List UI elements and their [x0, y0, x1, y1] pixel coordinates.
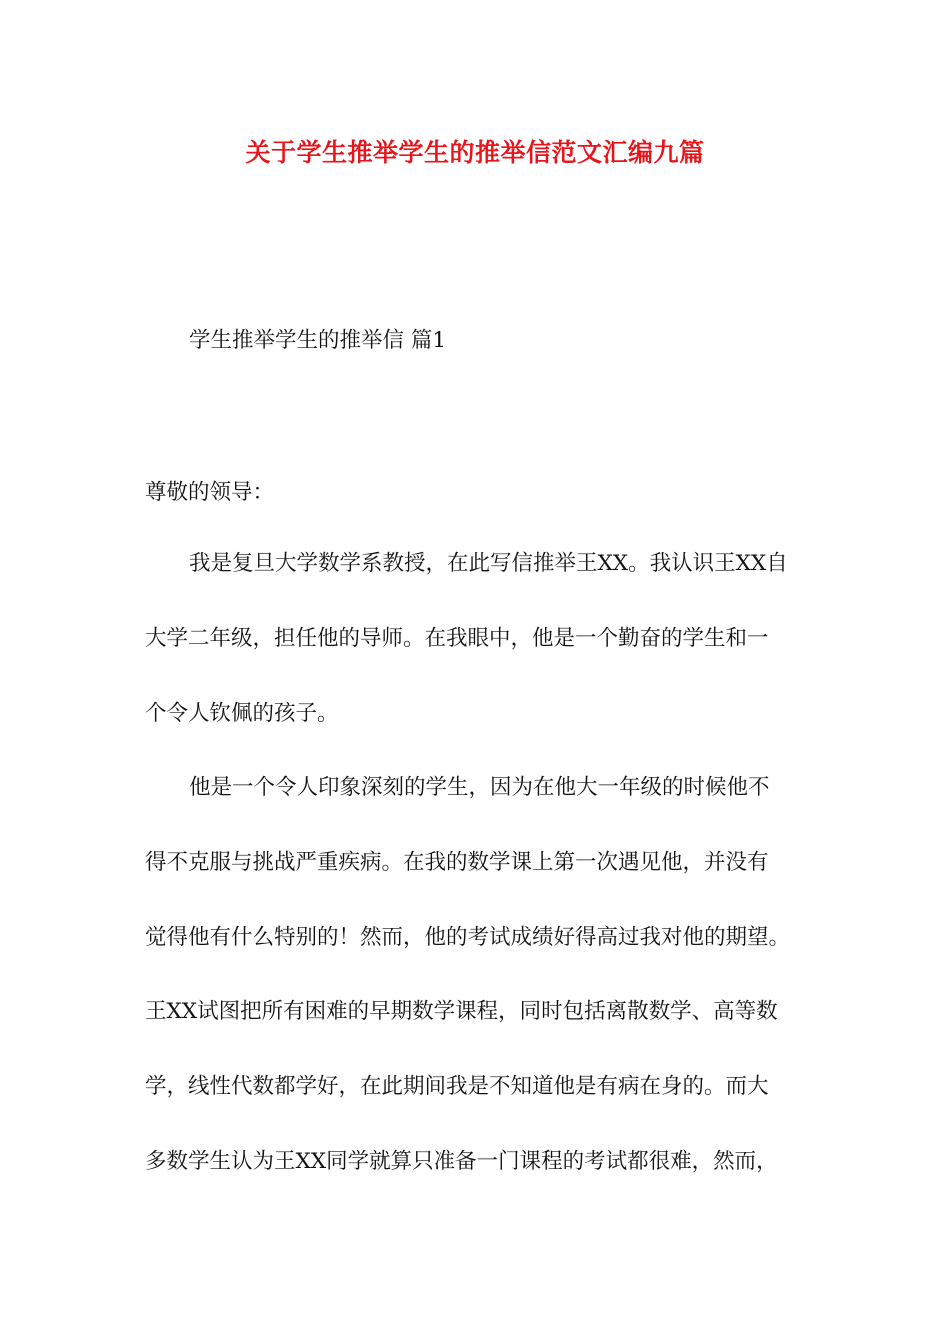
paragraph-1-line-3: 个令人钦佩的孩子。: [145, 701, 339, 726]
document-title: 关于学生推举学生的推举信范文汇编九篇: [245, 138, 705, 167]
paragraph-2-line-6: 多数学生认为王XX同学就算只准备一门课程的考试都很难，然而，: [145, 1149, 778, 1174]
paragraph-2-line-1: 他是一个令人印象深刻的学生，因为在他大一年级的时候他不: [189, 775, 770, 800]
salutation: 尊敬的领导：: [145, 480, 275, 505]
paragraph-1-line-2: 大学二年级，担任他的导师。在我眼中，他是一个勤奋的学生和一: [145, 626, 769, 651]
paragraph-1-line-1: 我是复旦大学数学系教授，在此写信推举王XX。我认识王XX自: [189, 551, 788, 576]
paragraph-2-line-2: 得不克服与挑战严重疾病。在我的数学课上第一次遇见他，并没有: [145, 850, 769, 875]
section-heading: 学生推举学生的推举信 篇1: [189, 328, 447, 353]
paragraph-2-line-4: 王XX试图把所有困难的早期数学课程，同时包括离散数学、高等数: [145, 999, 778, 1024]
paragraph-2-line-3: 觉得他有什么特别的！然而，他的考试成绩好得高过我对他的期望。: [145, 925, 791, 950]
paragraph-2-line-5: 学，线性代数都学好，在此期间我是不知道他是有病在身的。而大: [145, 1074, 769, 1099]
